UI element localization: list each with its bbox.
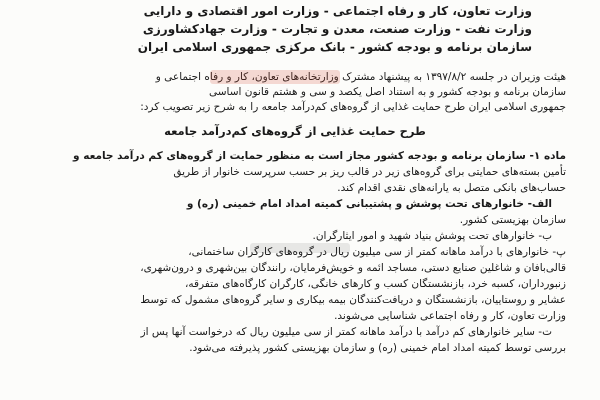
body-line: عشایر و روستاییان، بازنشستگان و دریافت‌کنندگان بیمه بیکاری و سایر گروه‌های مشمول که توسط xyxy=(140,294,566,306)
body-line: پ- خانوارهای با درآمد ماهانه کمتر از سی میلیون ریال در گروه‌های کارگران ساختمانی، xyxy=(188,246,566,258)
body-line: الف- خانوارهای تحت پوشش و پشتیبانی کمیته امداد امام خمینی (ره) و xyxy=(186,198,552,210)
body-line: حساب‌های بانکی متصل به یارانه‌های نقدی اقدام کند. xyxy=(337,182,566,194)
addressee-line: وزارت تعاون، کار و رفاه اجتماعی - وزارت امور اقتصادی و دارایی xyxy=(143,4,532,18)
addressee-block xyxy=(24,0,566,56)
intro-line: هیئت وزیران در جلسه ۱۳۹۷/۸/۲ به پیشنهاد مشترک وزارتخانه‌های تعاون، کار و رفاه اجتماعی و xyxy=(155,71,566,83)
body-line: ماده ۱- سازمان برنامه و بودجه کشور مجاز است به منظور حمایت از گروه‌های کم درآمد جامعه و xyxy=(73,150,566,162)
intro-line: سازمان برنامه و بودجه کشور و به استناد اصل یکصد و سی و هشتم قانون اساسی xyxy=(209,86,566,98)
body-line: زنبورداران، کسبه خرد، بازنشستگان کسب و کارهای خانگی، کارگران کارگاه‌های متفرقه، xyxy=(184,278,566,290)
ink-stamp-mark xyxy=(210,70,340,84)
addressee-line: وزارت نفت - وزارت صنعت، معدن و تجارت - وزارت جهادکشاورزی xyxy=(142,22,532,36)
body-line: بررسی توسط کمیته امداد امام خمینی (ره) و سازمان بهزیستی کشور پذیرفته می‌شود. xyxy=(189,342,566,354)
document-title: طرح حمایت غذایی از گروه‌های کم‌درآمد جامعه xyxy=(164,124,426,138)
body-line: تأمین بسته‌های حمایتی برای گروه‌های زیر در قالب ریز بر حسب سرپرست خانوار از طریق xyxy=(173,166,566,178)
body-line: ب- خانوارهای تحت پوشش بنیاد شهید و امور ایثارگران. xyxy=(312,230,552,242)
body-line: وزارت تعاون، کار و رفاه اجتماعی شناسایی می‌شوند. xyxy=(334,310,566,322)
highlight-mark xyxy=(250,243,350,253)
intro-line: جمهوری اسلامی ایران طرح حمایت غذایی از گروه‌های کم‌درآمد جامعه را به شرح زیر تصویب کرد: xyxy=(140,101,566,113)
body-line: سازمان بهزیستی کشور. xyxy=(459,214,566,226)
body-line: قالی‌بافان و شاغلین صنایع دستی، مساجد ائمه و خویش‌فرمایان، رانندگان بین‌شهری و درون‌شهری، xyxy=(140,262,566,274)
addressee-line: سازمان برنامه و بودجه کشور - بانک مرکزی جمهوری اسلامی ایران xyxy=(137,40,532,54)
body-line: ت- سایر خانوارهای کم درآمد با درآمد ماهانه کمتر از سی میلیون ریال که درخواست آنها پس از xyxy=(140,326,552,338)
